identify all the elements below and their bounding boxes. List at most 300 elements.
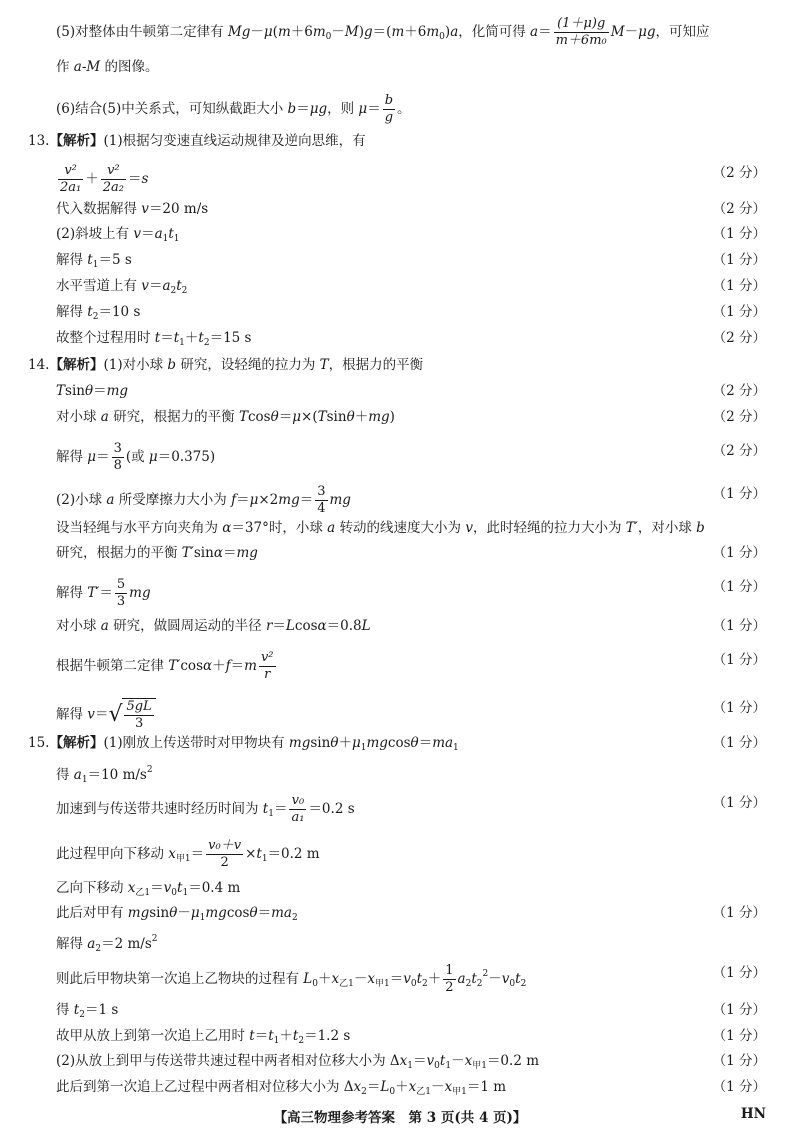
score-points: （1 分）: [712, 795, 766, 811]
text-run: a: [457, 971, 466, 987]
text-run: ＝37°时，小球: [231, 520, 328, 536]
text-run: M: [610, 24, 625, 40]
text-run: (2)小球: [56, 492, 107, 508]
text-run: ＝: [538, 24, 552, 40]
text-run: 解得: [56, 252, 88, 268]
text-run: ＝: [222, 545, 237, 561]
text-run: ＝: [272, 618, 286, 634]
text-run: (1)对小球: [103, 357, 168, 373]
text-run: μ: [263, 24, 273, 40]
subscript: 1: [453, 743, 459, 753]
text-run: b: [287, 101, 297, 117]
text-run: m: [426, 24, 440, 40]
solution-text: [56, 616, 371, 636]
text-run: cos: [180, 658, 203, 674]
text-run: 此后对甲有: [56, 905, 128, 921]
text-run: a: [530, 24, 539, 40]
text-run: ＝(: [372, 24, 392, 40]
text-run: ＋: [279, 1028, 293, 1044]
text-run: μ: [351, 735, 361, 751]
superscript: 2: [146, 765, 153, 775]
text-run: v: [501, 971, 510, 987]
subscript: 甲1: [175, 854, 191, 864]
text-run: ＝: [413, 1053, 427, 1069]
solution-text: [56, 698, 156, 732]
fraction-denominator: 3: [134, 716, 144, 731]
text-run: μ: [292, 409, 302, 425]
fraction-numerator: 5: [116, 577, 126, 592]
score-points: （1 分）: [712, 905, 766, 921]
text-run: ma: [271, 905, 292, 921]
text-run: mg: [205, 905, 227, 921]
text-run: 根据牛顿第二定律: [56, 658, 169, 674]
text-run: a: [100, 618, 109, 634]
score-points: （1 分）: [712, 700, 766, 716]
fraction-numerator: 3: [317, 484, 326, 499]
subscript: 1: [407, 1061, 414, 1071]
text-run: ×2: [258, 492, 279, 508]
text-run: ＋: [318, 971, 332, 987]
text-run: 研究，根据力的平衡: [108, 409, 239, 425]
text-run: L: [380, 1079, 390, 1095]
solution-text: [56, 878, 240, 903]
footer-page-info: 【高三物理参考答案 第 3 页(共 4 页)】: [273, 1110, 527, 1126]
text-run: a: [162, 278, 171, 294]
text-run: μ: [148, 449, 158, 465]
solution-text: [56, 441, 215, 474]
text-run: ＝: [141, 226, 155, 242]
fraction-numerator: v²: [260, 650, 274, 665]
text-run: mg: [278, 492, 300, 508]
text-run: v: [403, 971, 411, 987]
text-run: 此后到第一次追上乙过程中两者相对位移大小为 Δ: [56, 1079, 354, 1095]
text-run: 作: [56, 59, 74, 75]
text-run: t: [177, 880, 183, 896]
text-run: t: [471, 971, 477, 987]
fraction-denominator: 2: [220, 855, 229, 870]
text-run: a: [450, 24, 459, 40]
fraction-denominator: 2a₁: [60, 180, 82, 195]
text-run: ＝1 s: [84, 1002, 119, 1018]
score-points: （1 分）: [712, 278, 766, 294]
solution-text: [56, 1051, 539, 1076]
text-run: (5)对整体由牛顿第二定律有: [56, 24, 228, 40]
text-run: x: [408, 1079, 417, 1095]
text-run: ，此时轻绳的拉力大小为: [472, 520, 626, 536]
text-run: θ: [249, 905, 258, 921]
score-points: （1 分）: [712, 965, 766, 981]
text-run: T′: [181, 545, 194, 561]
subscript: 1: [182, 888, 189, 898]
text-run: μ: [358, 101, 368, 117]
text-run: x: [464, 1053, 473, 1069]
solution-text: [28, 355, 423, 375]
text-run: x: [353, 1079, 362, 1095]
text-run: －: [353, 971, 368, 987]
fraction: [124, 699, 153, 732]
score-points: （1 分）: [712, 304, 766, 320]
text-run: cos: [387, 735, 411, 751]
solution-text: [56, 543, 258, 563]
solution-text: [56, 93, 411, 126]
text-run: ): [389, 409, 395, 425]
text-run: ＋: [184, 330, 199, 346]
text-run: ＝: [230, 658, 245, 674]
text-run: ＝: [389, 971, 404, 987]
text-run: mg: [368, 409, 390, 425]
text-run: ＝2 m/s: [101, 936, 152, 952]
fraction: [259, 650, 276, 683]
solution-text: [56, 224, 180, 249]
text-run: 得: [56, 1002, 74, 1018]
text-run: μ: [87, 449, 97, 465]
text-run: mg: [236, 545, 258, 561]
text-run: (1)根据匀变速直线运动规律及逆向思维，有: [103, 133, 366, 149]
fraction-denominator: 2: [445, 980, 454, 995]
text-run: (或: [125, 449, 149, 465]
subscript: 0: [434, 1061, 440, 1071]
score-points: （2 分）: [712, 165, 766, 181]
fraction-denominator: 8: [113, 458, 122, 473]
fraction-numerator: v₀＋v: [208, 838, 242, 853]
text-run: x: [331, 971, 340, 987]
text-run: α: [317, 618, 327, 634]
text-run: 14.: [28, 357, 50, 373]
text-run: 故甲从放上到第一次追上乙用时: [56, 1028, 250, 1044]
text-run: -: [81, 59, 87, 75]
text-run: ＝10 s: [98, 304, 141, 320]
text-run: T′: [87, 585, 100, 601]
score-points: （2 分）: [712, 409, 766, 425]
text-run: ＝: [160, 330, 174, 346]
text-run: (1)刚放上传送带时对甲物块有: [103, 735, 289, 751]
text-run: mg: [106, 383, 129, 399]
text-run: ＝0.375): [157, 449, 216, 465]
text-run: ): [444, 24, 451, 40]
solution-text: [56, 1077, 506, 1102]
text-run: sin: [65, 383, 85, 399]
score-points: （2 分）: [712, 443, 766, 459]
text-run: cos: [247, 409, 271, 425]
text-run: t: [515, 971, 521, 987]
solution-text: [56, 328, 251, 353]
text-run: －: [430, 1079, 445, 1095]
subscript: 0: [509, 979, 516, 989]
score-points: （1 分）: [712, 1079, 766, 1095]
text-run: a: [87, 936, 96, 952]
text-run: a: [106, 492, 115, 508]
text-run: L: [303, 971, 313, 987]
superscript: 2: [482, 969, 489, 979]
subscript: 乙1: [135, 888, 151, 898]
text-run: t: [416, 971, 423, 987]
score-points: （1 分）: [712, 652, 766, 668]
subscript: 0: [389, 1087, 396, 1097]
text-run: －: [250, 24, 264, 40]
text-run: t: [262, 801, 269, 817]
text-run: t: [87, 252, 93, 268]
score-points: （1 分）: [712, 545, 766, 561]
text-run: t: [168, 226, 174, 242]
subscript: 1: [81, 775, 88, 785]
text-run: sin: [149, 905, 170, 921]
text-run: ＝: [257, 905, 272, 921]
solution-text: [56, 577, 151, 610]
text-run: b: [696, 520, 705, 536]
text-run: ＝0.4 m: [188, 880, 241, 896]
section-label: 【解析】: [49, 133, 104, 149]
fraction: [58, 163, 83, 196]
text-run: θ: [84, 383, 94, 399]
score-points: （1 分）: [712, 579, 766, 595]
text-run: θ: [330, 735, 339, 751]
radical-sign: √: [108, 702, 123, 727]
text-run: 所受摩擦力大小为: [114, 492, 232, 508]
text-run: ＝0.2 m: [267, 846, 320, 862]
text-run: ＋: [212, 658, 226, 674]
text-run: ＝: [99, 585, 113, 601]
text-run: ＝: [150, 880, 164, 896]
text-run: ＝15 s: [209, 330, 252, 346]
subscript: 1: [268, 809, 274, 819]
text-run: 15.: [28, 735, 50, 751]
text-run: ＝: [278, 409, 293, 425]
text-run: 设当轻绳与水平方向夹角为: [56, 520, 223, 536]
subscript: 甲1: [452, 1087, 467, 1097]
text-run: cos: [294, 618, 318, 634]
text-run: 转动的线速度大小为: [335, 520, 466, 536]
text-run: v: [87, 706, 95, 723]
text-run: mg: [366, 735, 388, 751]
text-run: (2)从放上到甲与传送带共速过程中两者相对位移大小为 Δ: [56, 1053, 400, 1069]
section-label: 【解析】: [49, 735, 104, 751]
text-run: T′: [168, 658, 181, 674]
text-run: ＝10 m/s: [87, 767, 147, 783]
fraction-numerator: (1＋μ)g: [554, 16, 609, 33]
text-run: －: [488, 971, 502, 987]
text-run: t: [439, 1053, 446, 1069]
footer-region-code: HN: [740, 1106, 766, 1122]
subscript: 1: [179, 338, 185, 348]
text-run: 对小球: [56, 409, 101, 425]
subscript: 2: [476, 979, 483, 989]
subscript: 0: [325, 32, 332, 42]
subscript: 2: [298, 1036, 305, 1046]
solution-text: [56, 929, 158, 959]
solution-text: [56, 16, 710, 49]
fraction: [554, 16, 609, 49]
text-run: ＝: [367, 101, 381, 117]
subscript: 乙1: [416, 1087, 431, 1097]
text-run: ＝: [273, 801, 288, 817]
subscript: 1: [162, 234, 169, 244]
text-run: a: [73, 767, 82, 783]
solution-text: [56, 963, 526, 996]
text-run: v: [141, 201, 149, 217]
text-run: α: [203, 658, 213, 674]
solution-text: [28, 733, 459, 758]
solution-text: [56, 199, 208, 219]
text-run: ，对小球: [637, 520, 697, 536]
solution-text: [56, 407, 395, 427]
text-run: ＋: [85, 171, 99, 187]
text-run: x: [367, 971, 375, 987]
fraction: [289, 793, 306, 826]
fraction: [383, 93, 395, 126]
score-points: （1 分）: [712, 1028, 766, 1044]
text-run: 乙向下移动: [56, 880, 128, 896]
text-run: 则此后甲物块第一次追上乙物块的过程有: [56, 971, 304, 987]
text-run: x: [168, 846, 176, 862]
text-run: m: [277, 24, 291, 40]
fraction-numerator: v²: [58, 163, 83, 180]
fraction-numerator: v²: [101, 163, 126, 180]
subscript: 0: [312, 979, 318, 989]
solution-text: [56, 1000, 118, 1025]
subscript: 2: [203, 338, 210, 348]
text-run: ＝0.2 s: [308, 801, 355, 817]
text-run: f: [225, 658, 231, 674]
fraction: [315, 484, 327, 517]
text-run: t: [173, 330, 180, 346]
fraction-numerator: 5gL: [126, 699, 152, 714]
score-points: （2 分）: [712, 383, 766, 399]
subscript: 2: [520, 979, 527, 989]
text-run: g: [364, 24, 373, 40]
text-run: 解得: [56, 449, 88, 465]
superscript: 2: [151, 934, 158, 944]
text-run: v: [163, 880, 172, 896]
text-run: t: [268, 1028, 274, 1044]
text-run: ＝: [366, 1079, 381, 1095]
text-run: ＋: [395, 1079, 409, 1095]
fraction: [206, 838, 243, 871]
text-run: a: [327, 520, 336, 536]
text-run: ＋: [354, 409, 369, 425]
text-run: mg: [329, 492, 351, 508]
text-run: 解得: [56, 936, 88, 952]
subscript: 2: [291, 913, 298, 923]
text-run: ＝5 s: [98, 252, 132, 268]
text-run: α: [222, 520, 232, 536]
subscript: 甲1: [374, 979, 390, 989]
subscript: 2: [79, 1010, 85, 1020]
fraction: [115, 577, 127, 610]
text-run: 水平雪道上有: [56, 278, 142, 294]
solution-text: [56, 1026, 350, 1051]
text-run: ，可知应: [655, 24, 710, 40]
text-run: sin: [326, 409, 347, 425]
text-run: t: [249, 1028, 255, 1044]
text-run: T: [319, 357, 329, 373]
solution-text: [56, 163, 148, 196]
text-run: (6)结合(5)中关系式，可知纵截距大小: [56, 101, 288, 117]
text-run: T′: [625, 520, 638, 536]
text-run: ＝: [190, 846, 205, 862]
subscript: 0: [171, 888, 178, 898]
text-run: v: [426, 1053, 435, 1069]
section-label: 【解析】: [49, 357, 104, 373]
text-run: T: [238, 409, 248, 425]
solution-text: [56, 484, 351, 517]
text-run: t: [73, 1002, 80, 1018]
text-run: x: [444, 1079, 453, 1095]
score-points: （2 分）: [712, 201, 766, 217]
subscript: 甲1: [472, 1061, 487, 1071]
text-run: μg: [638, 24, 656, 40]
text-run: Mg: [227, 24, 251, 40]
text-run: θ: [346, 409, 355, 425]
text-run: ma: [432, 735, 454, 751]
text-run: ＝0.2 m: [486, 1053, 539, 1069]
solution-text: [56, 57, 159, 77]
solution-text: [56, 518, 705, 538]
solution-text: [56, 276, 187, 301]
text-run: a: [100, 409, 109, 425]
text-run: 得: [56, 767, 74, 783]
text-run: ＋6: [404, 24, 427, 40]
text-run: ): [358, 24, 365, 40]
text-run: ，则: [327, 101, 359, 117]
text-run: －: [331, 24, 345, 40]
square-root: [108, 698, 155, 732]
text-run: v: [133, 226, 142, 242]
text-run: L: [361, 618, 371, 634]
text-run: m: [312, 24, 326, 40]
fraction-numerator: 1: [445, 963, 454, 978]
text-run: ＋: [338, 735, 352, 751]
text-run: a: [154, 226, 163, 242]
text-run: ＝1.2 s: [304, 1028, 351, 1044]
solution-text: [28, 131, 366, 151]
subscript: 1: [173, 234, 180, 244]
text-run: m: [391, 24, 405, 40]
subscript: 2: [422, 979, 428, 989]
text-run: ＝: [254, 1028, 269, 1044]
subscript: 2: [361, 1087, 367, 1097]
text-run: ＋6: [290, 24, 313, 40]
text-run: ＝: [94, 706, 109, 723]
text-run: M: [344, 24, 359, 40]
text-run: x: [399, 1053, 408, 1069]
text-run: ＝: [96, 449, 110, 465]
solution-text: [56, 903, 298, 928]
text-run: ＝1 m: [466, 1079, 507, 1095]
text-run: ＝: [148, 278, 163, 294]
text-run: 加速到与传送带共速时经历时间为: [56, 801, 263, 817]
text-run: 研究，做圆周运动的半径: [108, 618, 266, 634]
text-run: θ: [169, 905, 178, 921]
text-run: 对小球: [56, 618, 101, 634]
text-run: t: [256, 846, 262, 862]
text-run: mg: [288, 735, 311, 751]
text-run: ＝: [93, 383, 107, 399]
text-run: mg: [129, 585, 151, 601]
text-run: a: [73, 59, 82, 75]
subscript: 2: [95, 944, 102, 954]
fraction-numerator: 3: [113, 441, 122, 456]
radicand: [122, 698, 155, 732]
text-run: mg: [127, 905, 150, 921]
text-run: μg: [309, 101, 328, 117]
subscript: 0: [410, 979, 417, 989]
text-run: v: [141, 278, 149, 294]
score-points: （1 分）: [712, 1053, 766, 1069]
text-run: ，化简可得: [458, 24, 531, 40]
solution-text: [56, 250, 132, 275]
subscript: 2: [465, 979, 472, 989]
fraction-denominator: r: [264, 667, 271, 682]
